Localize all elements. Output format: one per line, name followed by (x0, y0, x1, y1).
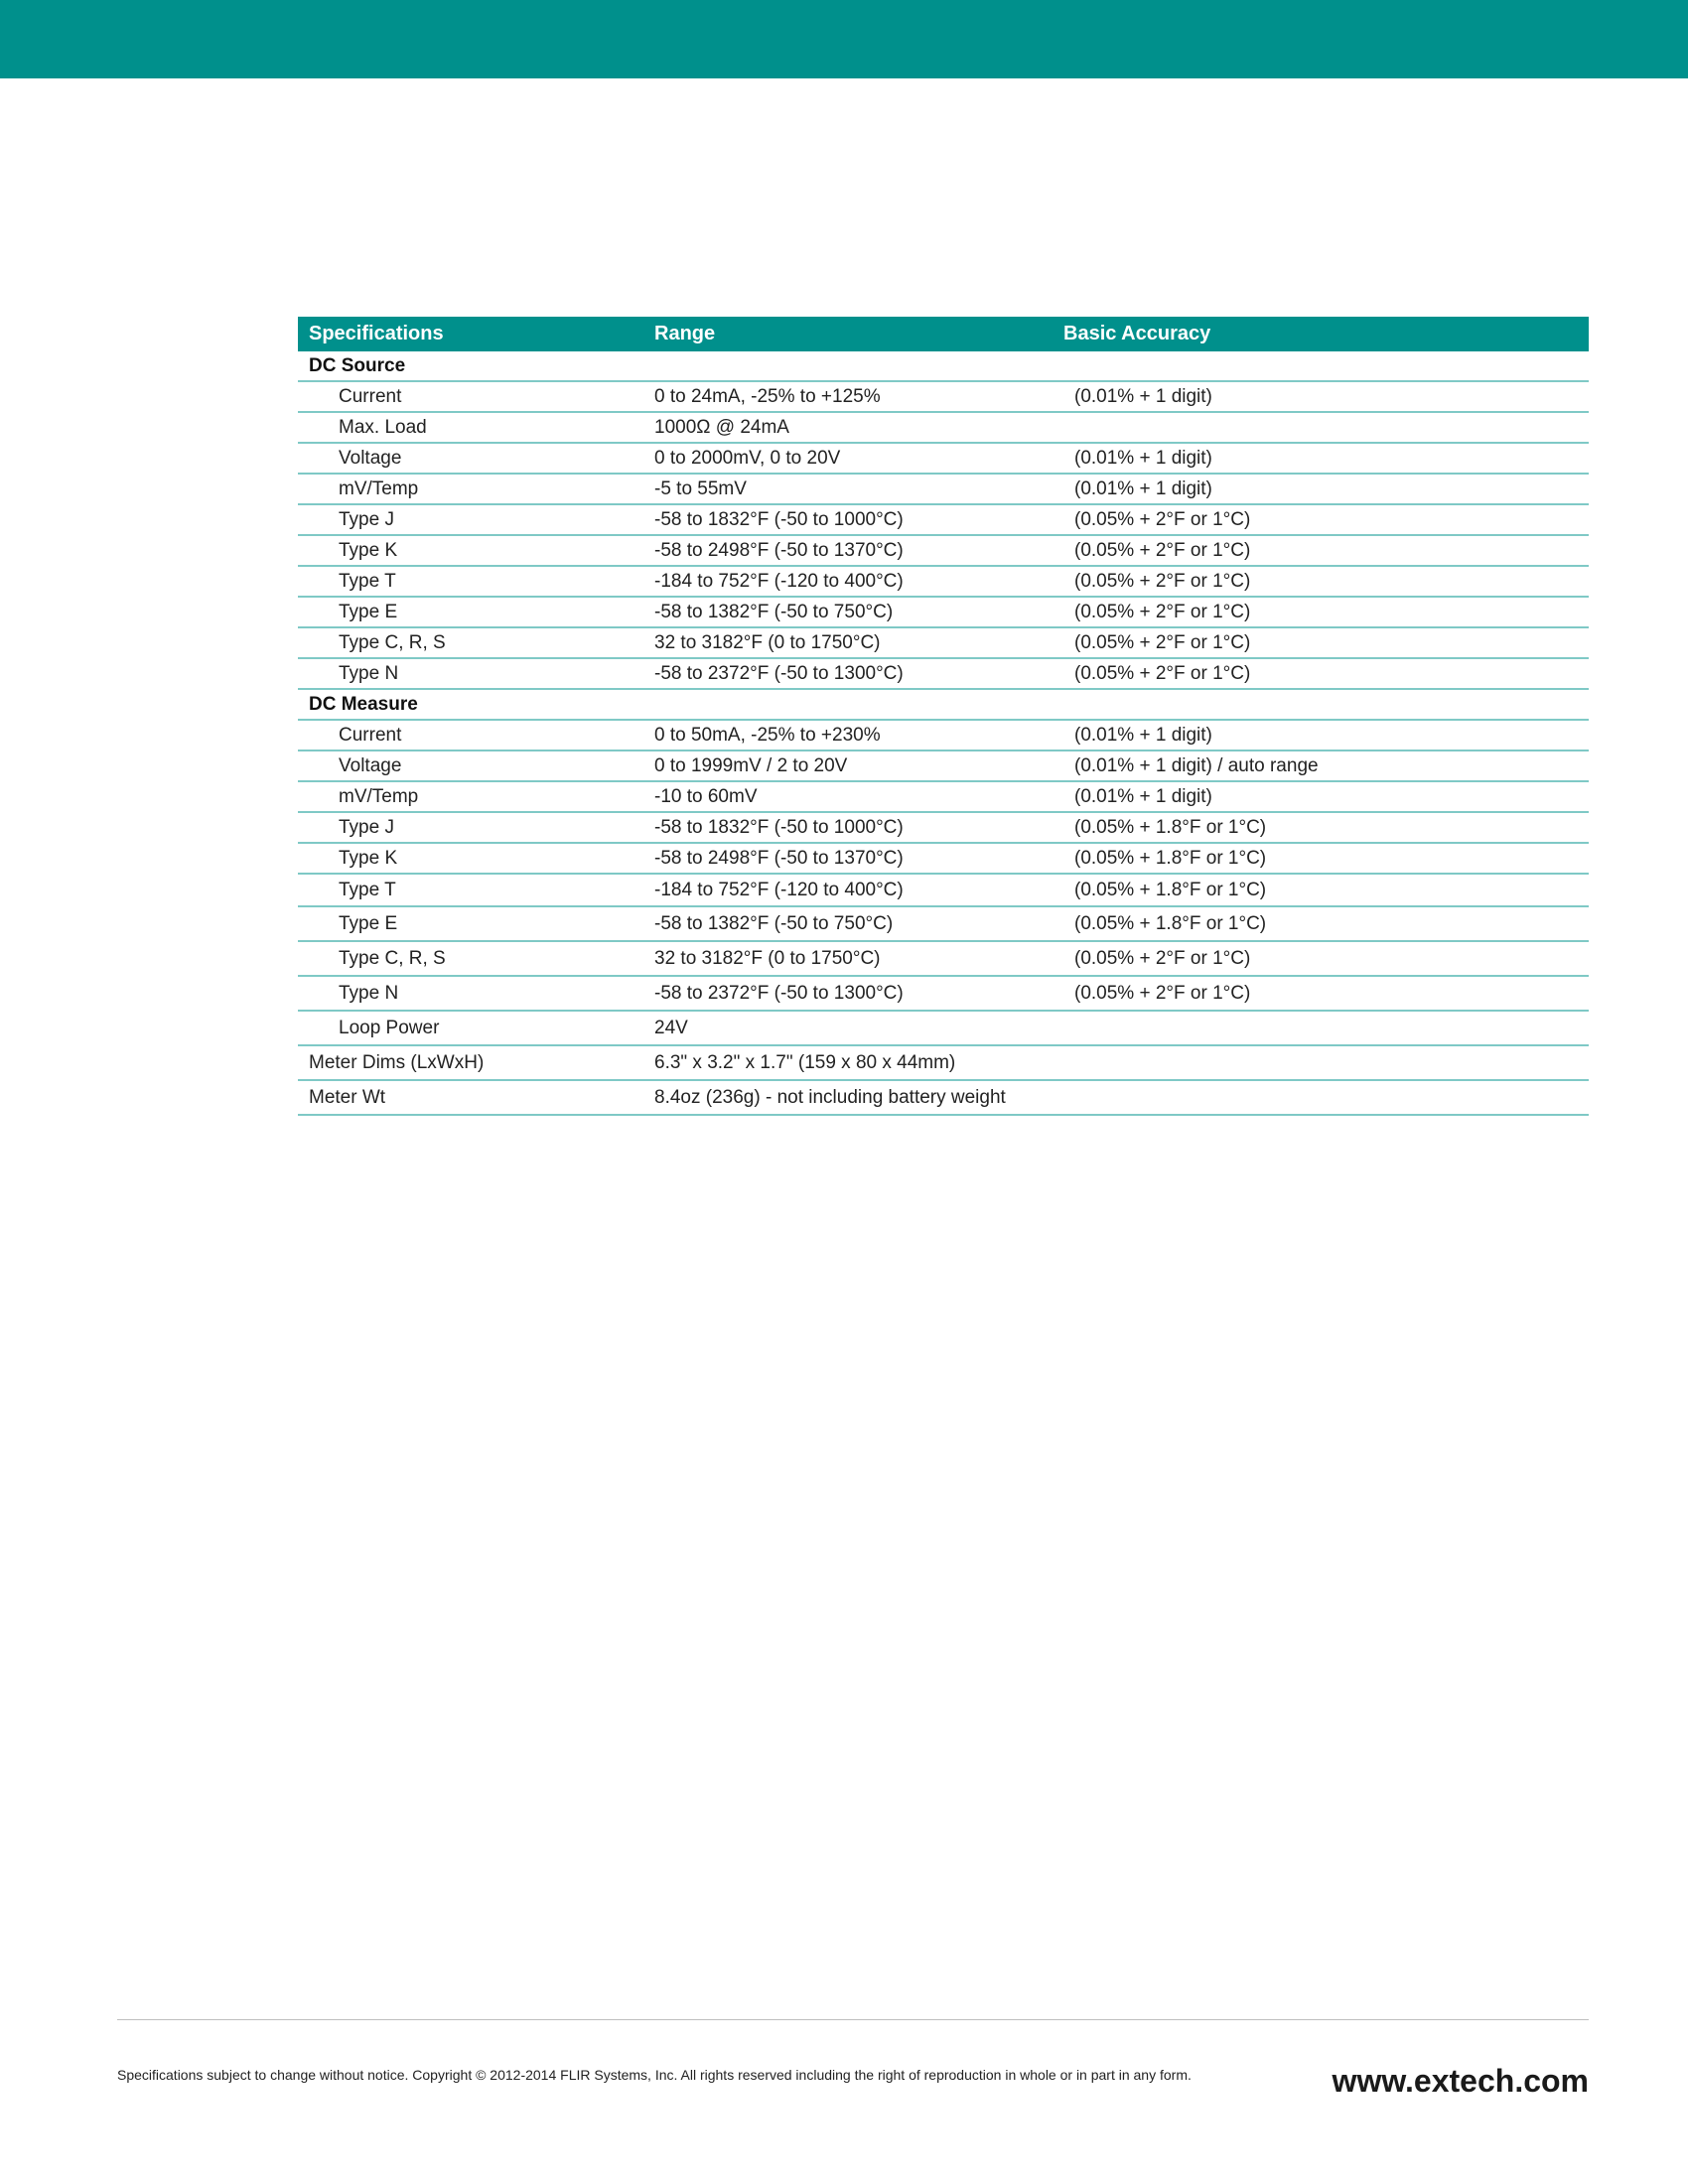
accuracy-cell: (0.05% + 1.8°F or 1°C) (1074, 847, 1267, 869)
header-basic-accuracy: Basic Accuracy (1063, 323, 1211, 344)
spec-name-cell: Type T (339, 879, 396, 900)
range-cell: 0 to 1999mV / 2 to 20V (654, 754, 848, 776)
spec-name-cell: Type K (339, 847, 398, 869)
table-row (298, 844, 1589, 875)
accuracy-cell: (0.01% + 1 digit) (1074, 724, 1212, 746)
footer-website: www.extech.com (1332, 2063, 1589, 2099)
range-cell: -184 to 752°F (-120 to 400°C) (654, 879, 904, 900)
spec-name-cell: Type J (339, 508, 394, 530)
accuracy-cell: (0.05% + 2°F or 1°C) (1074, 982, 1251, 1004)
table-row (298, 721, 1589, 751)
range-cell: -58 to 1382°F (-50 to 750°C) (654, 601, 894, 622)
top-color-band (0, 0, 1688, 78)
accuracy-cell: (0.01% + 1 digit) (1074, 785, 1212, 807)
accuracy-cell: (0.05% + 1.8°F or 1°C) (1074, 816, 1267, 838)
spec-name-cell: Meter Wt (309, 1086, 386, 1108)
range-cell: -10 to 60mV (654, 785, 758, 807)
spec-name-cell: Type K (339, 539, 398, 561)
table-row (298, 444, 1589, 475)
accuracy-cell: (0.05% + 2°F or 1°C) (1074, 662, 1251, 684)
header-range: Range (654, 323, 716, 344)
table-row (298, 751, 1589, 782)
footer-copyright-note: Specifications subject to change without notice. Copyright © 2012-2014 FLIR Systems, Inc. All rights reserved including the right of reproduction in whole or in part in any form. (117, 2067, 1192, 2083)
specifications-table (298, 317, 1589, 1116)
spec-name-cell: Voltage (339, 754, 402, 776)
spec-name-cell: Type N (339, 662, 399, 684)
spec-name-cell: Type C, R, S (339, 947, 446, 969)
accuracy-cell: (0.05% + 1.8°F or 1°C) (1074, 912, 1267, 934)
accuracy-cell: (0.05% + 2°F or 1°C) (1074, 947, 1251, 969)
range-cell: -58 to 1832°F (-50 to 1000°C) (654, 816, 904, 838)
spec-name-cell: Type E (339, 601, 398, 622)
range-cell: 24V (654, 1017, 688, 1038)
table-row (298, 413, 1589, 444)
table-row (298, 382, 1589, 413)
table-body (298, 351, 1589, 1116)
accuracy-cell: (0.05% + 1.8°F or 1°C) (1074, 879, 1267, 900)
range-cell: -58 to 1382°F (-50 to 750°C) (654, 912, 894, 934)
range-cell: 32 to 3182°F (0 to 1750°C) (654, 631, 881, 653)
range-cell: 0 to 50mA, -25% to +230% (654, 724, 881, 746)
section-row (298, 690, 1589, 721)
spec-name-cell: Type E (339, 912, 398, 934)
table-row (298, 907, 1589, 942)
spec-name-cell: Type T (339, 570, 396, 592)
range-cell: -58 to 1832°F (-50 to 1000°C) (654, 508, 904, 530)
footer-divider (117, 2019, 1589, 2020)
table-header-row (298, 317, 1589, 351)
accuracy-cell: (0.05% + 2°F or 1°C) (1074, 508, 1251, 530)
table-row (298, 942, 1589, 977)
accuracy-cell: (0.05% + 2°F or 1°C) (1074, 539, 1251, 561)
table-row (298, 1081, 1589, 1116)
spec-name-cell: Type C, R, S (339, 631, 446, 653)
table-row (298, 505, 1589, 536)
range-cell: 0 to 2000mV, 0 to 20V (654, 447, 841, 469)
spec-name-cell: Loop Power (339, 1017, 440, 1038)
table-row (298, 977, 1589, 1012)
table-row (298, 875, 1589, 907)
table-row (298, 628, 1589, 659)
section-title: DC Source (309, 354, 406, 376)
table-row (298, 598, 1589, 628)
range-cell: 32 to 3182°F (0 to 1750°C) (654, 947, 881, 969)
range-cell: -5 to 55mV (654, 478, 747, 499)
header-specifications: Specifications (309, 323, 444, 344)
spec-name-cell: Current (339, 724, 402, 746)
range-cell: -58 to 2372°F (-50 to 1300°C) (654, 662, 904, 684)
spec-name-cell: Meter Dims (LxWxH) (309, 1051, 485, 1073)
range-cell: 1000Ω @ 24mA (654, 416, 789, 438)
spec-name-cell: mV/Temp (339, 478, 419, 499)
accuracy-cell: (0.01% + 1 digit) (1074, 385, 1212, 407)
accuracy-cell: (0.05% + 2°F or 1°C) (1074, 570, 1251, 592)
spec-name-cell: Type J (339, 816, 394, 838)
table-row (298, 813, 1589, 844)
accuracy-cell: (0.01% + 1 digit) (1074, 478, 1212, 499)
accuracy-cell: (0.05% + 2°F or 1°C) (1074, 631, 1251, 653)
table-row (298, 1012, 1589, 1046)
range-cell: 0 to 24mA, -25% to +125% (654, 385, 881, 407)
accuracy-cell: (0.01% + 1 digit) (1074, 447, 1212, 469)
table-row (298, 1046, 1589, 1081)
table-row (298, 567, 1589, 598)
section-row (298, 351, 1589, 382)
spec-name-cell: mV/Temp (339, 785, 419, 807)
range-cell: -58 to 2372°F (-50 to 1300°C) (654, 982, 904, 1004)
range-cell: -184 to 752°F (-120 to 400°C) (654, 570, 904, 592)
accuracy-cell: (0.05% + 2°F or 1°C) (1074, 601, 1251, 622)
range-cell: -58 to 2498°F (-50 to 1370°C) (654, 847, 904, 869)
spec-name-cell: Type N (339, 982, 399, 1004)
range-cell: -58 to 2498°F (-50 to 1370°C) (654, 539, 904, 561)
section-title: DC Measure (309, 693, 418, 715)
range-cell: 6.3" x 3.2" x 1.7" (159 x 80 x 44mm) (654, 1051, 956, 1073)
table-row (298, 536, 1589, 567)
accuracy-cell: (0.01% + 1 digit) / auto range (1074, 754, 1319, 776)
spec-name-cell: Current (339, 385, 402, 407)
spec-name-cell: Max. Load (339, 416, 427, 438)
table-row (298, 782, 1589, 813)
spec-name-cell: Voltage (339, 447, 402, 469)
range-cell: 8.4oz (236g) - not including battery weight (654, 1086, 1006, 1108)
table-row (298, 475, 1589, 505)
table-row (298, 659, 1589, 690)
